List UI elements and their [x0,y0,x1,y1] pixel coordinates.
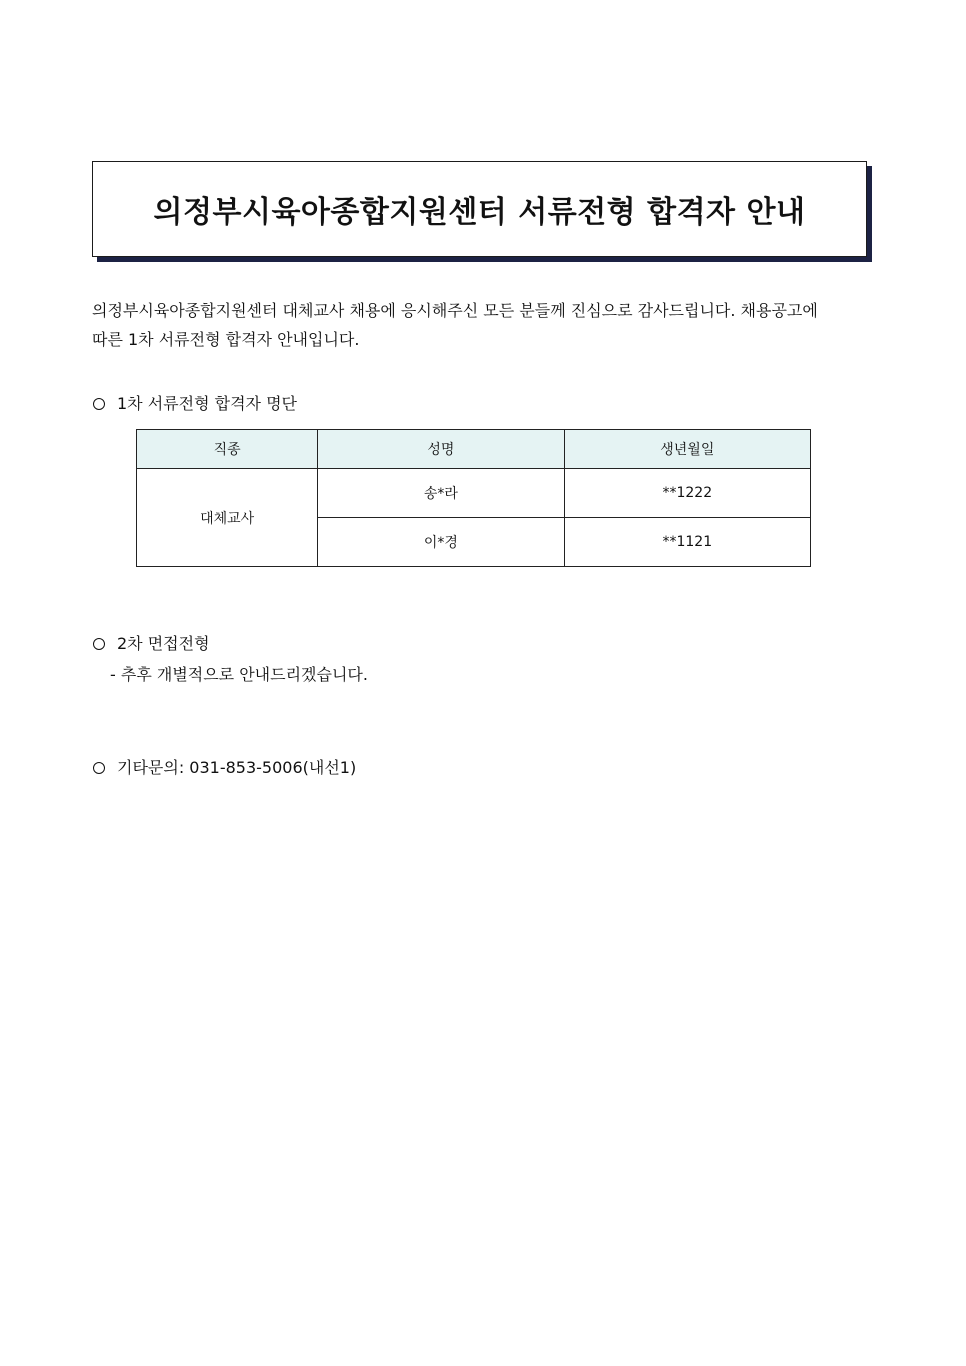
section-2-detail: - 추후 개별적으로 안내드리겠습니다. [110,665,368,684]
table-row [137,469,811,518]
birthdate-cell: **1121 [564,518,810,567]
title-box [92,161,867,257]
section-2-heading-text: 2차 면접전형 [117,634,210,653]
table-header-row [137,430,811,469]
intro-line-1: 의정부시육아종합지원센터 대체교사 채용에 응시해주신 모든 분들께 진심으로 감사드립니다. 채용공고에 [92,301,818,320]
name-cell: 송*라 [318,469,564,518]
circle-bullet-icon [93,398,105,410]
birthdate-cell: **1222 [564,469,810,518]
intro-paragraph [92,296,882,354]
page-title: 의정부시육아종합지원센터 서류전형 합격자 안내 [153,195,806,230]
job-cell: 대체교사 [137,469,318,567]
header-job: 직종 [137,430,318,469]
header-birthdate: 생년월일 [564,430,810,469]
contact-info: 기타문의: 031-853-5006(내선1) [117,758,357,777]
intro-line-2: 따른 1차 서류전형 합격자 안내입니다. [92,330,360,349]
section-2-heading [93,633,210,655]
section-1-heading-text: 1차 서류전형 합격자 명단 [117,394,297,413]
name-cell: 이*경 [318,518,564,567]
circle-bullet-icon [93,762,105,774]
circle-bullet-icon [93,638,105,650]
section-1-heading [93,393,297,415]
section-3-heading [93,757,356,779]
header-name: 성명 [318,430,564,469]
results-table [136,429,811,567]
